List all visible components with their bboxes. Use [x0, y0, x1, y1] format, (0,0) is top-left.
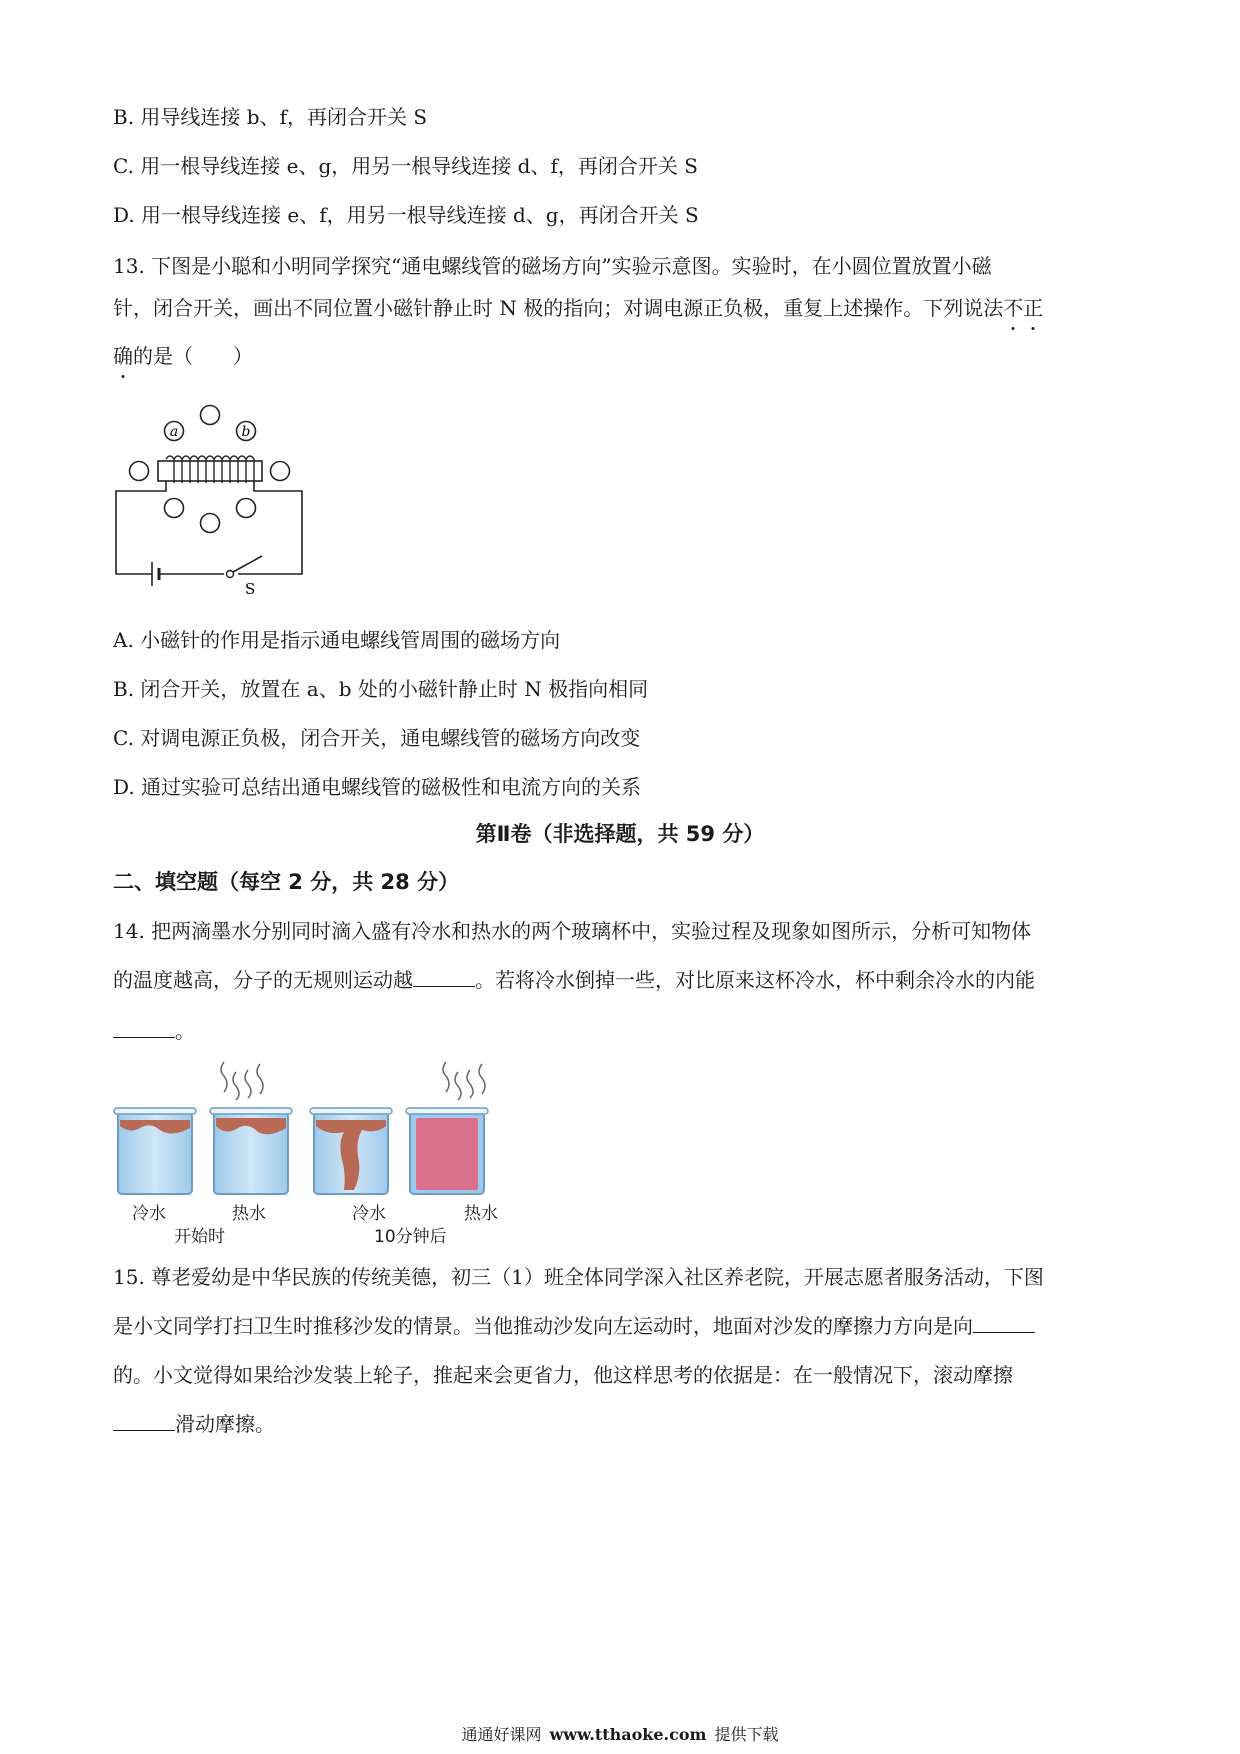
page-footer	[0, 1722, 1240, 1745]
q15-stem-line1: 15. 尊老爱幼是中华民族的传统美德，初三（1）班全体同学深入社区养老院，开展志愿者服务活动，下图	[113, 1265, 1044, 1289]
beaker-cold-start	[114, 1108, 196, 1194]
q12-option-d: D. 用一根导线连接 e、f，用另一根导线连接 d、g，再闭合开关 S	[113, 203, 699, 227]
solenoid-coil	[166, 456, 254, 483]
emphasis-mark: 不	[1003, 293, 1023, 323]
compass-circle	[130, 462, 149, 481]
q13-option-c: C. 对调电源正负极，闭合开关，通电螺线管的磁场方向改变	[113, 726, 641, 750]
q13-option-a: A. 小磁针的作用是指示通电螺线管周围的磁场方向	[113, 628, 561, 652]
q15-stem-line3: 的。小文觉得如果给沙发装上轮子，推起来会更省力，他这样思考的依据是：在一般情况下，滚动摩擦	[113, 1363, 1013, 1387]
beaker-hot-start	[210, 1108, 292, 1194]
switch-blade	[233, 556, 262, 572]
answer-blank[interactable]	[113, 1410, 175, 1431]
q14-stem-line2	[113, 965, 1035, 995]
footer-site-name: 通通好课网	[461, 1725, 542, 1744]
q15-stem-line4	[113, 1409, 275, 1439]
solenoid-circuit-diagram	[112, 398, 312, 598]
section-title: 第Ⅱ卷（非选择题，共 59 分）	[475, 822, 765, 846]
compass-circle	[165, 499, 184, 518]
compass-circle	[237, 499, 256, 518]
q15-stem-text: 滑动摩擦。	[175, 1412, 275, 1436]
q12-option-c: C. 用一根导线连接 e、g，用另一根导线连接 d、f，再闭合开关 S	[113, 154, 698, 178]
compass-circle	[271, 462, 290, 481]
figure-label-cold-2: 冷水	[352, 1204, 386, 1224]
figure-caption-start: 开始时	[174, 1227, 225, 1247]
circuit-wire	[116, 481, 166, 574]
q15-stem-line2	[113, 1311, 1035, 1341]
label-b: b	[241, 424, 251, 440]
q13-stem-line2-text: 针，闭合开关，画出不同位置小磁针静止时 N 极的指向；对调电源正负极，重复上述操作。下列说法	[113, 296, 1004, 320]
figure-label-hot-2: 热水	[464, 1204, 498, 1224]
q13-stem-line3	[113, 341, 253, 371]
q14-stem-text: 。若将冷水倒掉一些，对比原来这杯冷水，杯中剩余冷水的内能	[475, 968, 1035, 992]
figure-label-hot-1: 热水	[232, 1204, 266, 1224]
switch-pivot	[227, 571, 234, 578]
q14-stem-text: 。	[175, 1019, 195, 1043]
q13-stem-line1: 13. 下图是小聪和小明同学探究“通电螺线管的磁场方向”实验示意图。实验时，在小圆位置放置小磁	[113, 254, 992, 278]
section-subtitle: 二、填空题（每空 2 分，共 28 分）	[113, 870, 460, 894]
beaker-cold-after	[310, 1108, 392, 1194]
beaker-hot-after	[406, 1108, 488, 1194]
q14-stem-text: 的温度越高，分子的无规则运动越	[113, 968, 413, 992]
steam-icon	[443, 1062, 485, 1100]
q12-option-b: B. 用导线连接 b、f，再闭合开关 S	[113, 105, 428, 129]
steam-icon	[221, 1062, 263, 1100]
q13-stem-line2	[113, 293, 1043, 323]
answer-blank[interactable]	[973, 1312, 1035, 1333]
ink-diffusion-figure	[112, 1060, 532, 1220]
answer-blank[interactable]	[113, 1017, 175, 1038]
q14-stem-line1: 14. 把两滴墨水分别同时滴入盛有冷水和热水的两个玻璃杯中，实验过程及现象如图所示，分析可知物体	[113, 919, 1032, 943]
q13-option-b: B. 闭合开关，放置在 a、b 处的小磁针静止时 N 极指向相同	[113, 677, 649, 701]
q13-option-d: D. 通过实验可总结出通电螺线管的磁极性和电流方向的关系	[113, 775, 642, 799]
answer-blank[interactable]	[413, 966, 475, 987]
label-a: a	[169, 424, 179, 440]
q15-stem-text: 是小文同学打扫卫生时推移沙发的情景。当他推动沙发向左运动时，地面对沙发的摩擦力方向是向	[113, 1314, 973, 1338]
circuit-wire	[238, 481, 302, 574]
q13-stem-line3-text: 的是（ ）	[133, 344, 253, 368]
figure-caption-after: 10分钟后	[374, 1227, 447, 1247]
q14-stem-line3	[113, 1016, 195, 1046]
figure-label-cold-1: 冷水	[132, 1204, 166, 1224]
compass-circle	[201, 514, 220, 533]
compass-circle	[201, 406, 220, 425]
switch-label: S	[245, 580, 256, 598]
footer-url-link[interactable]: www.tthaoke.com	[549, 1725, 707, 1744]
emphasis-mark: 确	[113, 341, 133, 371]
emphasis-mark: 正	[1023, 293, 1043, 323]
footer-download-text: 提供下载	[714, 1725, 779, 1744]
